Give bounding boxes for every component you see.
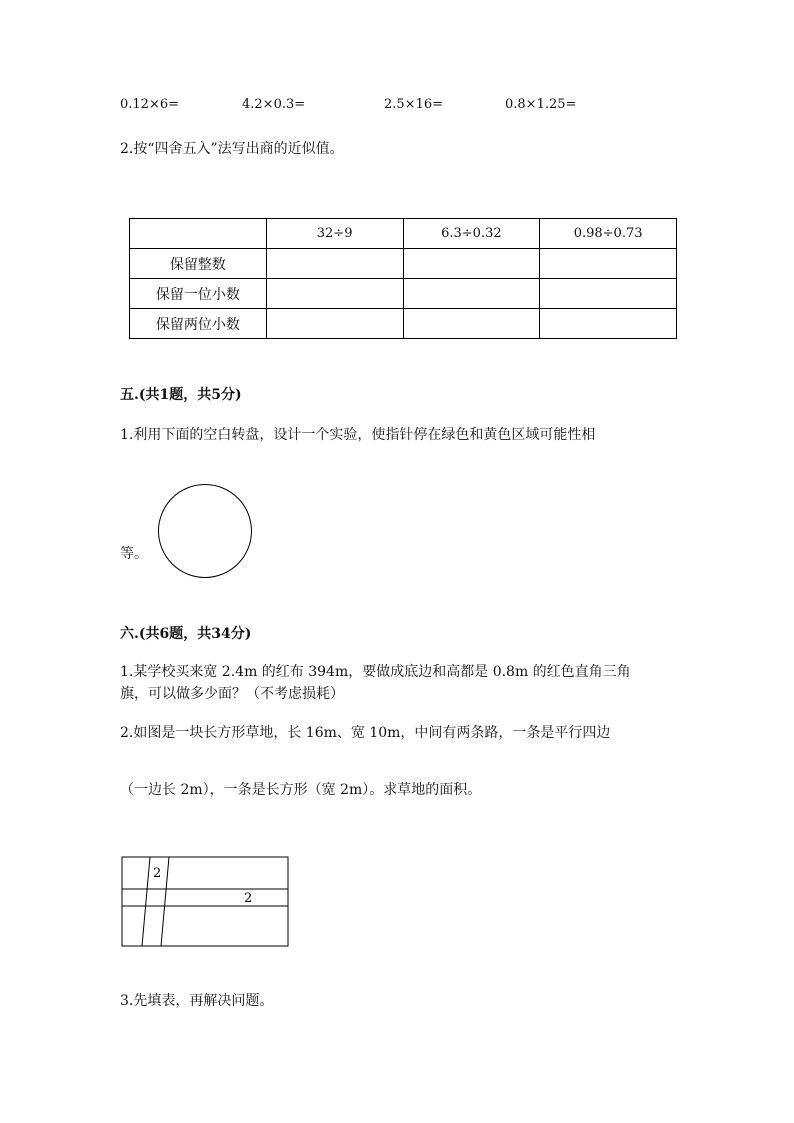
- table-row-label: 保留整数: [130, 249, 267, 279]
- parallelogram-road-left-edge: [142, 857, 150, 946]
- answer-cell[interactable]: [540, 309, 677, 339]
- section-6-question-2-line-2: （一边长 2m），一条是长方形（宽 2m）。求草地的面积。: [120, 782, 482, 798]
- answer-cell[interactable]: [540, 279, 677, 309]
- table-header-cell: 0.98÷0.73: [540, 219, 677, 249]
- section-5-question-1-line-1: 1.利用下面的空白转盘，设计一个实验，使指针停在绿色和黄色区域可能性相: [120, 427, 596, 443]
- section-5-heading: 五.(共1题，共5分): [120, 387, 242, 403]
- answer-cell[interactable]: [403, 279, 540, 309]
- table-header-row: [130, 219, 677, 249]
- calc-1: 0.12×6=: [120, 97, 180, 112]
- table-row-label: 保留一位小数: [130, 279, 267, 309]
- table-row-label: 保留两位小数: [130, 309, 267, 339]
- table-row: [130, 249, 677, 279]
- calc-4: 0.8×1.25=: [505, 97, 577, 112]
- section-6-heading: 六.(共6题，共34分): [120, 626, 252, 642]
- approximation-table: [129, 218, 677, 339]
- table-header-cell: 32÷9: [266, 219, 403, 249]
- calc-3: 2.5×16=: [384, 97, 444, 112]
- section-5-question-1-line-2: 等。: [120, 546, 148, 562]
- question-2-title: 2.按“四舍五入”法写出商的近似值。: [120, 141, 344, 157]
- vertical-road-width-label: 2: [153, 866, 162, 881]
- horizontal-road-width-label: 2: [244, 891, 253, 906]
- parallelogram-road-right-edge: [161, 857, 169, 946]
- table-header-cell: 6.3÷0.32: [403, 219, 540, 249]
- table-row: [130, 309, 677, 339]
- blank-spinner-circle: [158, 484, 252, 578]
- section-6-question-2-line-1: 2.如图是一块长方形草地，长 16m、宽 10m，中间有两条路，一条是平行四边: [120, 725, 611, 741]
- table-row: [130, 279, 677, 309]
- answer-cell[interactable]: [266, 309, 403, 339]
- answer-cell[interactable]: [266, 279, 403, 309]
- answer-cell[interactable]: [540, 249, 677, 279]
- calc-2: 4.2×0.3=: [242, 97, 306, 112]
- section-6-question-3: 3.先填表，再解决问题。: [120, 993, 274, 1009]
- answer-cell[interactable]: [403, 249, 540, 279]
- answer-cell[interactable]: [403, 309, 540, 339]
- answer-cell[interactable]: [266, 249, 403, 279]
- lawn-rectangle: [122, 857, 288, 946]
- lawn-figure: [120, 855, 292, 950]
- section-6-question-1-line-1: 1.某学校买来宽 2.4m 的红布 394m，要做成底边和高都是 0.8m 的红色直角三角: [120, 664, 631, 680]
- table-header-cell: [130, 219, 267, 249]
- section-6-question-1-line-2: 旗，可以做多少面？（不考虑损耗）: [120, 686, 344, 702]
